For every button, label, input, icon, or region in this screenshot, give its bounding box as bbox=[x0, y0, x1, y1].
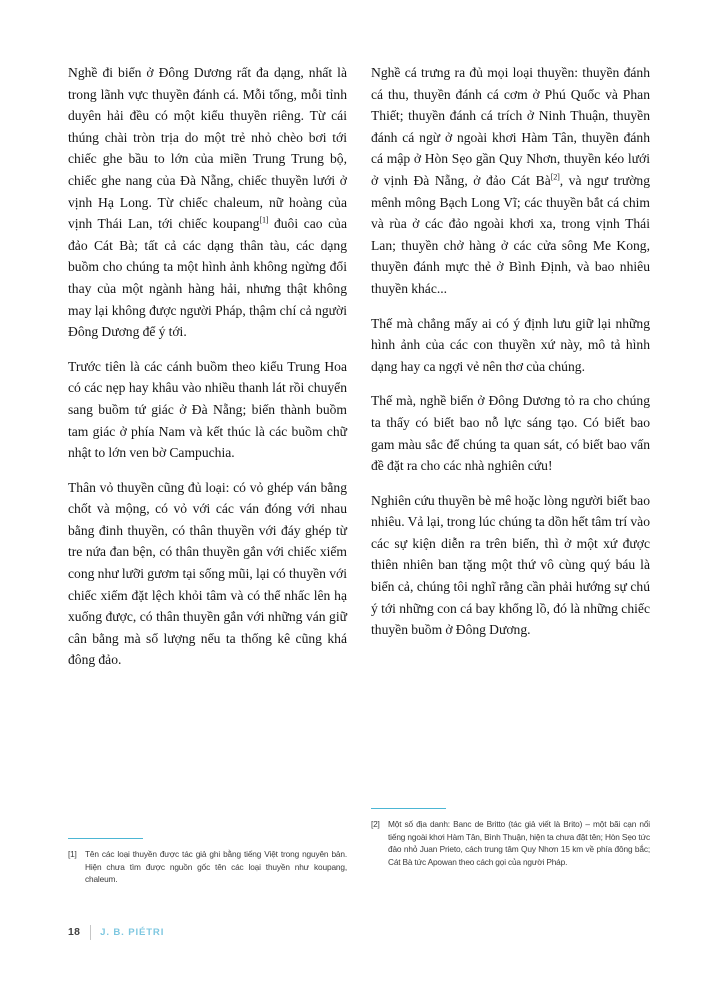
paragraph-left-1-tail: đuôi cao của đảo Cát Bà; tất cả các dạng thân tàu, các dạng buồm cho chúng ta một hình ảnh không ngừng đổi thay của một ngành hàng hải, nhưng thật không may lại không được người Pháp, thậm chí cả người Đông Dương để ý tới. bbox=[68, 216, 347, 340]
footnote-ref-1[interactable]: [1] bbox=[259, 215, 269, 225]
page-number: 18 bbox=[68, 926, 81, 938]
footnote-ref-2[interactable]: [2] bbox=[550, 172, 560, 182]
footnote-1 bbox=[68, 848, 347, 886]
footnote-rule-right bbox=[371, 808, 446, 809]
footnote-block-left bbox=[68, 838, 347, 886]
column-right bbox=[371, 62, 650, 762]
column-left bbox=[68, 62, 347, 762]
footnote-rule-left bbox=[68, 838, 143, 839]
footnote-2 bbox=[371, 818, 650, 868]
footnote-1-marker: [1] bbox=[68, 849, 77, 859]
paragraph-left-1 bbox=[68, 62, 347, 343]
paragraph-right-1-tail: , và ngư trường mênh mông Bạch Long Vĩ; các thuyền bắt cá chim và rùa ở các đảo ngoài khơi xa, trong vịnh Thái Lan; thuyền chở hàng ở các cửa sông Me Kong, thuyền đánh mực thẻ ở Bình Định, và bao nhiêu thuyền khác... bbox=[371, 172, 650, 296]
paragraph-right-1 bbox=[371, 62, 650, 300]
footnote-block-right bbox=[371, 808, 650, 868]
paragraph-right-3: Thế mà, nghề biển ở Đông Dương tỏ ra cho chúng ta thấy có biết bao nỗ lực sáng tạo. Có biết bao gam màu sắc để chúng ta quan sát, có biết bao vấn đề đặt ra cho các nhà nghiên cứu! bbox=[371, 393, 650, 474]
page-footer bbox=[68, 923, 164, 941]
footer-author-name: J. B. PIÉTRI bbox=[100, 926, 165, 938]
paragraph-right-2: Thế mà chẳng mấy ai có ý định lưu giữ lại những hình ảnh của các con thuyền xứ này, mô tả hình dạng hay ca ngợi vẻ nên thơ của chúng. bbox=[371, 315, 650, 374]
paragraph-left-2: Trước tiên là các cánh buồm theo kiểu Trung Hoa có các nẹp hay khâu vào nhiều thanh lát rồi chuyển sang buồm tứ giác ở Đà Nẵng; biến thành buồm tam giác ở phía Nam và kết thúc là các buồm chữ nhật to lớn ven bờ Campuchia. bbox=[68, 358, 347, 461]
paragraph-left-1-head: Nghề đi biển ở Đông Dương rất đa dạng, nhất là trong lãnh vực thuyền đánh cá. Mỗi tổng, mỗi tỉnh duyên hải đều có một kiểu thuyền riêng. Từ cái thúng chài tròn trịa do một trẻ nhỏ chèo bơi tới chiếc ghe bầu to lớn của miền Trung Trung bộ, chiếc ghe nang của Đà Nẵng, chiếc thuyền lưới ở vịnh Hạ Long. Từ chiếc chaleum, nữ hoàng của vịnh Thái Lan, tới chiếc koupang bbox=[68, 65, 347, 232]
footnote-2-text: Một số địa danh: Banc de Britto (tác giả viết là Brito) – một bãi cạn nổi tiếng ngoài khơi Hàm Tân, Bình Thuận, hiện ta chưa đặt tên; Hòn Sẹo tức đảo nhỏ Juan Prieto, cách trung tâm Quy Nhơn 15 km về phía đông bắc; Cát Bà tức Apowan theo cách gọi của người Pháp. bbox=[388, 819, 650, 867]
page-body bbox=[68, 62, 650, 762]
paragraph-right-1-head: Nghề cá trưng ra đủ mọi loại thuyền: thuyền đánh cá thu, thuyền đánh cá cơm ở Phú Quốc và Phan Thiết; thuyền đánh cá trích ở Ninh Thuận, thuyền đánh cá ngừ ở ngoài khơi Hàm Tân, thuyền đánh cá mập ở Hòn Sẹo gần Quy Nhơn, thuyền kéo lưới ở vịnh Đà Nẵng, ở đảo Cát Bà bbox=[371, 65, 650, 188]
footnote-1-text: Tên các loại thuyền được tác giả ghi bằng tiếng Việt trong nguyên bản. Hiện chưa tìm được nguồn gốc tên các loại thuyền như koupang, chaleum. bbox=[85, 849, 347, 885]
paragraph-left-3: Thân vỏ thuyền cũng đủ loại: có vỏ ghép ván bằng chốt và mộng, có vỏ với các ván đóng với nhau bằng đinh thuyền, có thân thuyền với đáy ghép từ tre nứa đan bện, có thân thuyền gắn với chiếc xiếm cong như lưỡi gươm tại sống mũi, lại có thuyền với chiếc xiếm đặt lệch khỏi tâm và có thể nhấc lên hạ xuống được, có thân thuyền gắn với những ván giữ cân bằng mà số lượng nếu ta thống kê cũng khá đông đảo. bbox=[68, 479, 347, 668]
footer-divider bbox=[90, 925, 91, 940]
paragraph-right-4: Nghiên cứu thuyền bè mê hoặc lòng người biết bao nhiêu. Vả lại, trong lúc chúng ta dồn hết tâm trí vào các sự kiện diễn ra trên biển, thì ở một xứ được thiên nhiên ban tặng một thứ vô cùng quý báu là biển cả, chúng tôi nghĩ rằng cần phải hướng sự chú ý tới những con cá bay khổng lồ, đó là những chiếc thuyền buồm ở Đông Dương. bbox=[371, 492, 650, 638]
footnote-2-marker: [2] bbox=[371, 819, 380, 829]
